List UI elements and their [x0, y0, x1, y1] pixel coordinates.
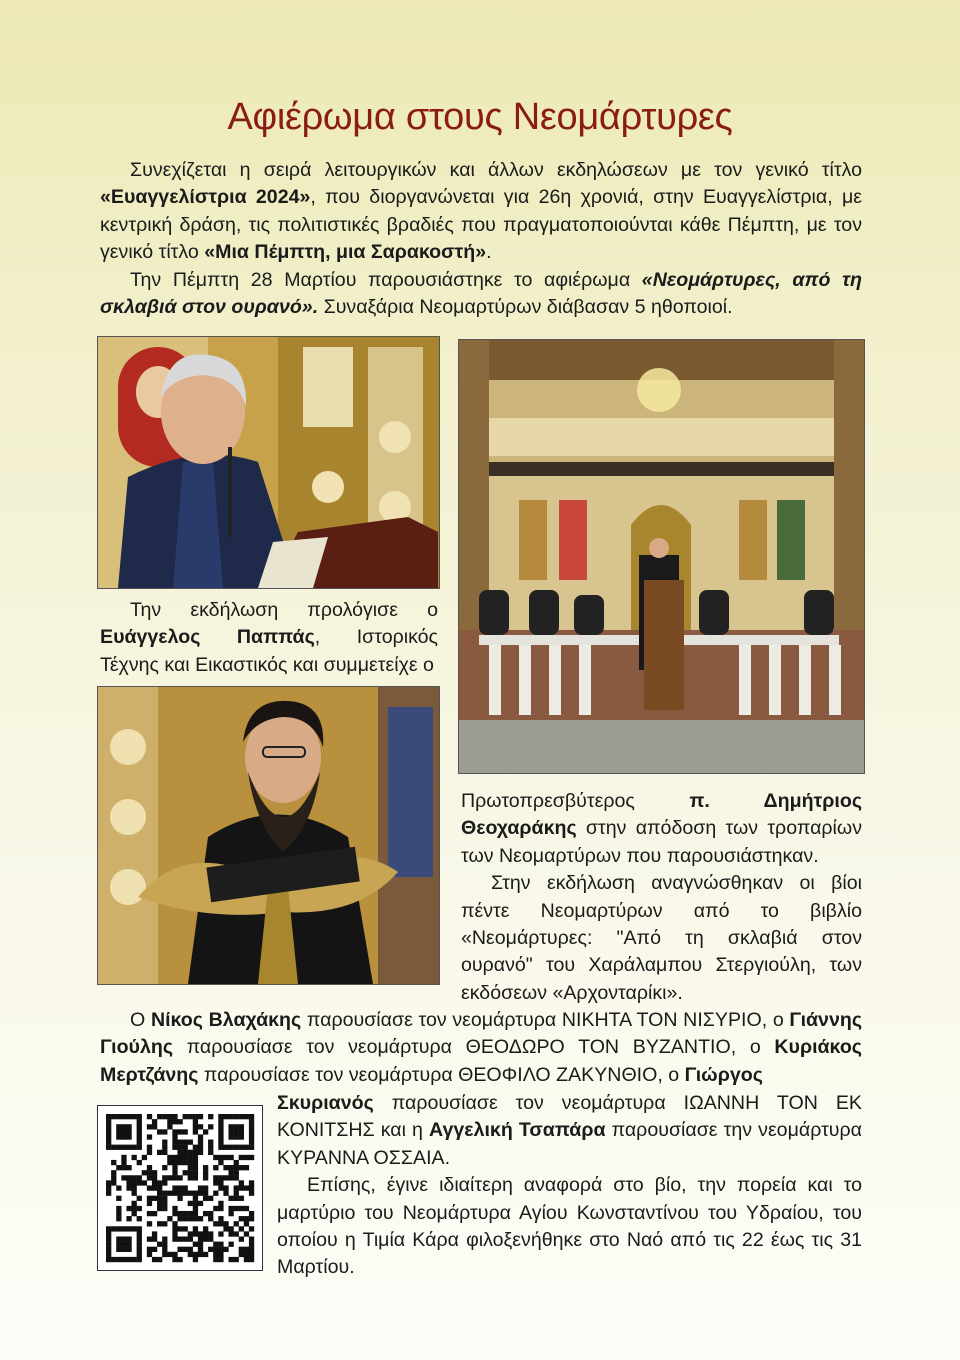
presenters-text — [100, 1007, 862, 1089]
qr-code — [97, 1105, 263, 1271]
photo-priest — [97, 686, 440, 985]
closing-paragraph-1: Σκυριανός παρουσίασε τον νεομάρτυρα ΙΩΑΝΝΗ ΤΟΝ ΕΚ ΚΟΝΙΤΣΗΣ και η Αγγελική Τσαπάρα παρουσίασε την νεομάρτυρα ΚΥΡΑΝΝΑ ΟΣΣΑΙΑ. — [277, 1092, 862, 1169]
intro-paragraph-1: Συνεχίζεται η σειρά λειτουργικών και άλλων εκδηλώσεων με τον γενικό τίτλο «Ευαγγελίστρια 2024», που διοργανώνεται για 26η χρονιά, στην Ευαγγελίστρια, με κεντρική δράση, τις πολιτιστικές βραδιές που πραγματοποιούνται κάθε Πέμπτη, με τον γενικό τίτλο «Μια Πέμπτη, μια Σαρακοστή». — [100, 159, 862, 264]
photo-church-interior — [458, 339, 865, 774]
caption-priest — [461, 788, 862, 1007]
closing-text — [277, 1090, 862, 1282]
intro-text — [100, 157, 862, 321]
presenters-paragraph: Ο Νίκος Βλαχάκης παρουσίασε τον νεομάρτυρα ΝΙΚΗΤΑ ΤΟΝ ΝΙΣΥΡΙΟ, ο Γιάννης Γιούλης παρουσίασε τον νεομάρτυρα ΘΕΟΔΩΡΟ ΤΟΝ ΒΥΖΑΝΤΙΟ, ο Κυριάκος Μερτζάνης παρουσίασε τον νεομάρτυρα ΘΕΟΦΙΛΟ ΖΑΚΥΝΘΙΟ, ο Γιώργος — [100, 1009, 863, 1086]
photo-speaker — [97, 336, 440, 589]
caption-priest-paragraph-1: Πρωτοπρεσβύτερος π. Δημήτριος Θεοχαράκης στην απόδοση των τροπαρίων των Νεομαρτύρων που παρουσιάστηκαν. — [461, 790, 863, 867]
caption-speaker-text: Την εκδήλωση προλόγισε ο Ευάγγελος Παππάς, Ιστορικός Τέχνης και Εικαστικός και συμμετείχε ο — [100, 599, 439, 676]
page-title: Αφιέρωμα στους Νεομάρτυρες — [227, 96, 733, 138]
caption-speaker — [100, 597, 438, 679]
caption-priest-paragraph-2: Στην εκδήλωση αναγνώσθηκαν οι βίοι πέντε Νεομαρτύρων από το βιβλίο «Νεομάρτυρες: "Από τη σκλαβιά στον ουρανό" του Χαράλαμπου Στεργιούλη, των εκδόσεων «Αρχονταρίκι». — [461, 872, 862, 1004]
intro-paragraph-2: Την Πέμπτη 28 Μαρτίου παρουσιάστηκε το αφιέρωμα «Νεομάρτυρες, από τη σκλαβιά στον ουρανό». Συναξάρια Νεομαρτύρων διάβασαν 5 ηθοποιοί. — [100, 268, 862, 319]
closing-paragraph-2: Επίσης, έγινε ιδιαίτερη αναφορά στο βίο, την πορεία και το μαρτύριο του Νεομάρτυρα Αγίου Κωνσταντίνου του Υδραίου, του οποίου η Τιμία Κάρα φιλοξενήθηκε στο Ναό από τις 22 έως τις 31 Μαρτίου. — [277, 1174, 862, 1279]
